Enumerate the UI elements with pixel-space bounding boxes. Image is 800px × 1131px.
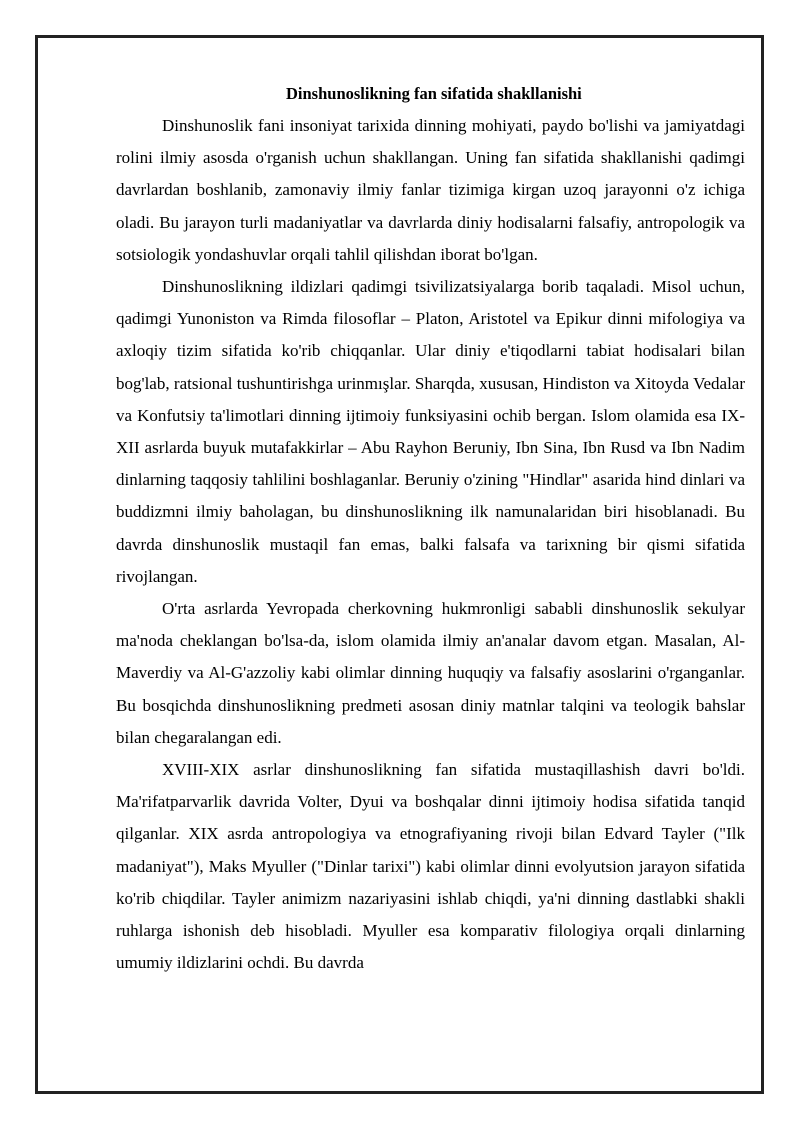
document-body (116, 78, 745, 979)
page-border (35, 35, 764, 1094)
document-title: Dinshunoslikning fan sifatida shakllanishi (286, 84, 582, 103)
paragraph-2: Dinshunoslikning ildizlari qadimgi tsivilizatsiyalarga borib taqaladi. Misol uchun, qadimgi Yunoniston va Rimda filosoflar – Platon, Aristotel va Epikur dinni mifologiya va axloqiy tizim sifatida ko'rib chiqqanlar. Ular diniy e'tiqodlarni tabiat hodisalari bilan bog'lab, ratsional tushuntirishga urinmışlar. Sharqda, xususan, Hindiston va Xitoyda Vedalar va Konfutsiy ta'limotlari dinning ijtimoiy funksiyasini ochib bergan. Islom olamida esa IX-XII asrlarda buyuk mutafakkirlar – Abu Rayhon Beruniy, Ibn Sina, Ibn Rusd va Ibn Nadim dinlarning taqqosiy tahlilini boshlaganlar. Beruniy o'zining "Hindlar" asarida hind dinlari va buddizmni ilmiy baholagan, bu dinshunoslikning ilk namunalaridan biri hisoblanadi. Bu davrda dinshunoslik mustaqil fan emas, balki falsafa va tarixning bir qismi sifatida rivojlangan. (116, 277, 745, 586)
paragraph-4: XVIII-XIX asrlar dinshunoslikning fan sifatida mustaqillashish davri bo'ldi. Ma'rifatparvarlik davrida Volter, Dyui va boshqalar dinni ijtimoiy hodisa sifatida tanqid qilganlar. XIX asrda antropologiya va etnografiyaning rivoji bilan Edvard Tayler ("Ilk madaniyat"), Maks Myuller ("Dinlar tarixi") kabi olimlar dinni evolyutsion jarayon sifatida ko'rib chiqdilar. Tayler animizm nazariyasini ishlab chiqdi, ya'ni dinning dastlabki shakli ruhlarga ishonish deb hisobladi. Myuller esa komparativ filologiya orqali dinlarning umumiy ildizlarini ochdi. Bu davrda (116, 760, 745, 973)
paragraph-1: Dinshunoslik fani insoniyat tarixida dinning mohiyati, paydo bo'lishi va jamiyatdagi rolini ilmiy asosda o'rganish uchun shakllangan. Uning fan sifatida shakllanishi qadimgi davrlardan boshlanib, zamonaviy ilmiy fanlar tizimiga kirgan uzoq jarayonni o'z ichiga oladi. Bu jarayon turli madaniyatlar va davrlarda diniy hodisalarni falsafiy, antropologik va sotsiologik yondashuvlar orqali tahlil qilishdan iborat bo'lgan. (116, 116, 745, 264)
paragraph-3: O'rta asrlarda Yevropada cherkovning hukmronligi sababli dinshunoslik sekulyar ma'noda cheklangan bo'lsa-da, islom olamida ilmiy an'analar davom etgan. Masalan, Al-Maverdiy va Al-G'azzoliy kabi olimlar dinning huquqiy va falsafiy asoslarini o'rganganlar. Bu bosqichda dinshunoslikning predmeti asosan diniy matnlar talqini va teologik bahslar bilan chegaralangan edi. (116, 599, 745, 747)
